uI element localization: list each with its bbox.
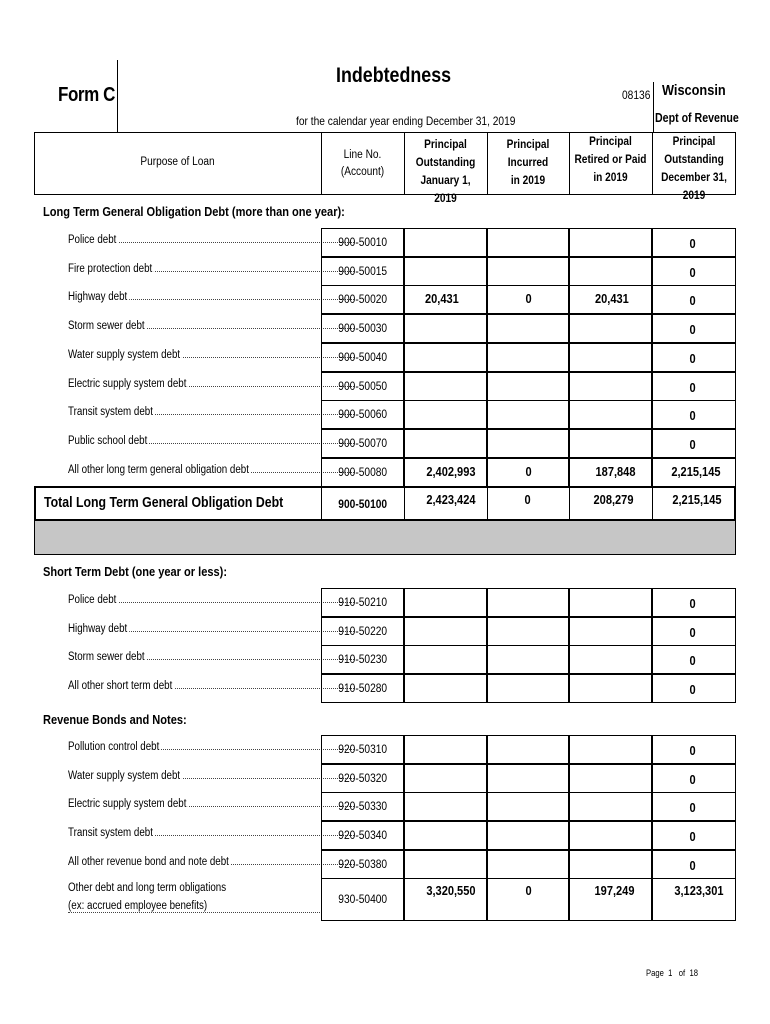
state-name: Wisconsin bbox=[662, 82, 726, 99]
line-number: 900-50015 bbox=[338, 263, 387, 278]
row-description-text: Public school debt bbox=[68, 434, 148, 447]
col-divider bbox=[487, 132, 488, 195]
line-number: 910-50220 bbox=[338, 623, 387, 638]
col4-cell[interactable] bbox=[652, 343, 736, 372]
col3-header-l1: Principal bbox=[589, 136, 632, 148]
other-line-cell bbox=[321, 878, 404, 921]
other-col4: 3,123,301 bbox=[674, 883, 724, 898]
col4-value: 2,215,145 bbox=[671, 463, 721, 479]
row-description-text: Pollution control debt bbox=[68, 741, 160, 753]
col4-cell[interactable] bbox=[652, 285, 736, 314]
other-desc-line2: (ex: accrued employee benefits) bbox=[68, 900, 208, 912]
table-row bbox=[34, 821, 736, 850]
line-number-cell bbox=[321, 735, 404, 764]
col4-value: 0 bbox=[689, 624, 696, 640]
row-description-text: Water supply system debt bbox=[68, 769, 181, 782]
row-description-text: All other short term debt bbox=[68, 680, 173, 693]
col3-cell[interactable] bbox=[569, 821, 652, 850]
line-number: 910-50230 bbox=[338, 652, 387, 667]
other-desc-line1: Other debt and long term obligations bbox=[68, 882, 227, 894]
other-desc-line2-wrap bbox=[68, 900, 320, 916]
col1-cell[interactable] bbox=[404, 372, 487, 401]
row-description-text: Transit system debt bbox=[68, 827, 153, 840]
other-debt-row bbox=[321, 878, 736, 921]
table-row bbox=[34, 735, 736, 764]
line-no-header bbox=[326, 147, 399, 181]
table-row bbox=[34, 850, 736, 879]
col4-cell[interactable] bbox=[652, 458, 736, 487]
col4-cell[interactable] bbox=[652, 228, 736, 257]
row-description bbox=[68, 435, 354, 447]
row-description bbox=[68, 680, 354, 692]
table-row bbox=[34, 764, 736, 793]
other-desc-leader bbox=[68, 912, 320, 913]
col1-cell[interactable] bbox=[404, 285, 487, 314]
line-number: 900-50010 bbox=[338, 235, 387, 249]
row-description-text: Transit system debt bbox=[68, 406, 153, 419]
col2-header-l1: Principal bbox=[506, 139, 550, 151]
col3-value: 20,431 bbox=[594, 291, 629, 307]
row-description bbox=[68, 827, 354, 839]
total-line-text: 900-50100 bbox=[338, 497, 387, 511]
table-row bbox=[34, 792, 736, 821]
section-long-term-heading: Long Term General Obligation Debt (more than one year): bbox=[43, 204, 345, 219]
col1-header bbox=[409, 136, 482, 208]
other-col3: 197,249 bbox=[594, 883, 635, 898]
col1-cell[interactable] bbox=[404, 228, 487, 257]
page-label: Page bbox=[646, 968, 664, 978]
other-line-number: 930-50400 bbox=[338, 892, 387, 906]
table-row bbox=[34, 228, 736, 257]
page-footer bbox=[646, 968, 698, 978]
line-number-cell bbox=[321, 400, 404, 429]
col2-header bbox=[492, 136, 564, 190]
col3-cell[interactable] bbox=[569, 400, 652, 429]
col4-value: 0 bbox=[689, 264, 696, 280]
col1-cell[interactable] bbox=[404, 821, 487, 850]
header-divider-right bbox=[653, 82, 654, 133]
total-col3: 208,279 bbox=[593, 492, 634, 507]
col1-cell[interactable] bbox=[404, 588, 487, 617]
row-description bbox=[68, 464, 354, 476]
col2-cell[interactable] bbox=[487, 372, 569, 401]
col3-header bbox=[574, 133, 647, 187]
col2-cell[interactable] bbox=[487, 617, 569, 646]
col2-cell[interactable] bbox=[487, 285, 569, 314]
total-col4: 2,215,145 bbox=[672, 492, 722, 507]
col4-cell[interactable] bbox=[652, 821, 736, 850]
line-number-cell bbox=[321, 588, 404, 617]
col4-value: 0 bbox=[689, 829, 696, 845]
row-description bbox=[68, 623, 354, 635]
col4-value: 0 bbox=[689, 322, 696, 338]
line-number: 900-50020 bbox=[338, 292, 387, 307]
col2-cell[interactable] bbox=[487, 850, 569, 879]
col4-value: 0 bbox=[689, 743, 696, 758]
col2-cell[interactable] bbox=[487, 674, 569, 703]
col4-value: 0 bbox=[689, 857, 696, 873]
line-number-cell bbox=[321, 257, 404, 286]
col1-cell[interactable] bbox=[404, 850, 487, 879]
col2-header-l3: in 2019 bbox=[510, 175, 546, 187]
department-name: Dept of Revenue bbox=[655, 111, 739, 125]
form-code: 08136 bbox=[622, 88, 651, 102]
page-total: 18 bbox=[689, 968, 698, 978]
col3-cell[interactable] bbox=[569, 429, 652, 458]
col4-header-l2: Outstanding bbox=[664, 154, 724, 166]
separator-band bbox=[34, 521, 736, 555]
line-number: 900-50080 bbox=[338, 464, 387, 479]
col3-header-l3: in 2019 bbox=[593, 172, 628, 184]
col3-cell[interactable] bbox=[569, 645, 652, 674]
col1-header-l2: Outstanding bbox=[415, 157, 476, 169]
col3-cell[interactable] bbox=[569, 314, 652, 343]
col1-cell[interactable] bbox=[404, 429, 487, 458]
line-number: 910-50280 bbox=[338, 681, 387, 696]
col1-header-l1: Principal bbox=[424, 139, 467, 151]
col-divider bbox=[404, 132, 405, 195]
row-description bbox=[68, 349, 354, 361]
col4-cell[interactable] bbox=[652, 764, 736, 793]
row-description-text: Electric supply system debt bbox=[68, 377, 187, 390]
col4-value: 0 bbox=[689, 596, 696, 611]
line-number-cell bbox=[321, 617, 404, 646]
row-description-text: Fire protection debt bbox=[68, 262, 153, 275]
col2-value: 0 bbox=[525, 463, 532, 479]
col4-cell[interactable] bbox=[652, 314, 736, 343]
table-row bbox=[34, 343, 736, 372]
col3-value: 187,848 bbox=[595, 463, 636, 479]
col3-cell[interactable] bbox=[569, 343, 652, 372]
row-description-text: Electric supply system debt bbox=[68, 798, 187, 811]
table-row bbox=[34, 285, 736, 314]
col4-cell[interactable] bbox=[652, 735, 736, 764]
line-number-cell bbox=[321, 645, 404, 674]
col4-value: 0 bbox=[689, 436, 696, 452]
page-title: Indebtedness bbox=[336, 64, 452, 87]
row-description bbox=[68, 651, 354, 663]
table-row bbox=[34, 674, 736, 703]
line-number: 900-50070 bbox=[338, 435, 387, 450]
page-of-label: of bbox=[678, 968, 686, 978]
col4-cell[interactable] bbox=[652, 792, 736, 821]
reporting-period: for the calendar year ending December 31, 2019 bbox=[296, 114, 516, 128]
col2-cell[interactable] bbox=[487, 429, 569, 458]
line-number: 920-50380 bbox=[338, 856, 387, 871]
line-number-cell bbox=[321, 372, 404, 401]
col2-cell[interactable] bbox=[487, 314, 569, 343]
col2-cell[interactable] bbox=[487, 228, 569, 257]
col2-cell[interactable] bbox=[487, 792, 569, 821]
line-number: 920-50330 bbox=[338, 799, 387, 814]
col2-cell[interactable] bbox=[487, 400, 569, 429]
line-number-cell bbox=[321, 429, 404, 458]
col1-cell[interactable] bbox=[404, 617, 487, 646]
col4-value: 0 bbox=[689, 771, 696, 787]
col4-value: 0 bbox=[689, 408, 696, 424]
col3-cell[interactable] bbox=[569, 257, 652, 286]
col4-value: 0 bbox=[689, 653, 696, 669]
line-number-cell bbox=[321, 764, 404, 793]
col1-cell[interactable] bbox=[404, 458, 487, 487]
col-divider bbox=[569, 132, 570, 195]
row-description bbox=[68, 856, 354, 868]
col4-header bbox=[657, 133, 731, 205]
row-description-text: Storm sewer debt bbox=[68, 320, 145, 333]
total-col1: 2,423,424 bbox=[426, 492, 476, 507]
col4-cell[interactable] bbox=[652, 372, 736, 401]
line-number-cell bbox=[321, 314, 404, 343]
total-col2: 0 bbox=[524, 492, 531, 507]
col3-cell[interactable] bbox=[569, 588, 652, 617]
line-number: 920-50340 bbox=[338, 828, 387, 843]
col4-value: 0 bbox=[689, 800, 696, 816]
row-description-text: Highway debt bbox=[68, 291, 128, 304]
col3-cell[interactable] bbox=[569, 674, 652, 703]
other-col1: 3,320,550 bbox=[426, 883, 476, 898]
col4-value: 0 bbox=[689, 293, 696, 309]
total-row bbox=[34, 486, 736, 521]
total-label: Total Long Term General Obligation Debt bbox=[44, 495, 284, 511]
line-no-header-l2: (Account) bbox=[340, 166, 385, 178]
row-description bbox=[68, 320, 354, 332]
col2-cell[interactable] bbox=[487, 343, 569, 372]
col3-cell[interactable] bbox=[569, 228, 652, 257]
col1-cell[interactable] bbox=[404, 674, 487, 703]
col3-cell[interactable] bbox=[569, 458, 652, 487]
table-row bbox=[34, 372, 736, 401]
col1-cell[interactable] bbox=[404, 314, 487, 343]
row-description bbox=[68, 291, 354, 303]
col4-value: 0 bbox=[689, 350, 696, 366]
col3-cell[interactable] bbox=[569, 372, 652, 401]
col2-header-l2: Incurred bbox=[507, 157, 549, 169]
col4-cell[interactable] bbox=[652, 429, 736, 458]
row-description-text: Highway debt bbox=[68, 622, 128, 635]
col3-cell[interactable] bbox=[569, 285, 652, 314]
row-description-text: All other long term general obligation debt bbox=[68, 463, 249, 476]
col3-cell[interactable] bbox=[569, 792, 652, 821]
page-number: 1 bbox=[668, 968, 673, 978]
purpose-header: Purpose of Loan bbox=[140, 156, 215, 168]
col3-header-l2: Retired or Paid bbox=[574, 154, 647, 166]
row-description-text: Police debt bbox=[68, 234, 117, 246]
col4-cell[interactable] bbox=[652, 850, 736, 879]
col1-cell[interactable] bbox=[404, 400, 487, 429]
line-number-cell bbox=[321, 458, 404, 487]
row-description bbox=[68, 378, 354, 390]
col4-value: 0 bbox=[689, 682, 696, 698]
line-number-cell bbox=[321, 285, 404, 314]
row-description-text: Storm sewer debt bbox=[68, 651, 145, 664]
row-description bbox=[68, 594, 354, 606]
line-number: 920-50310 bbox=[338, 742, 387, 756]
line-number-cell bbox=[321, 228, 404, 257]
line-number-cell bbox=[321, 343, 404, 372]
col2-cell[interactable] bbox=[487, 458, 569, 487]
row-description bbox=[68, 234, 354, 246]
col3-cell[interactable] bbox=[569, 850, 652, 879]
other-col2: 0 bbox=[525, 883, 532, 898]
col4-value: 0 bbox=[689, 236, 696, 251]
col1-cell[interactable] bbox=[404, 735, 487, 764]
col3-cell[interactable] bbox=[569, 617, 652, 646]
section-short-term-heading: Short Term Debt (one year or less): bbox=[43, 564, 228, 579]
row-description-text: Water supply system debt bbox=[68, 348, 181, 361]
col2-cell[interactable] bbox=[487, 821, 569, 850]
col4-cell[interactable] bbox=[652, 674, 736, 703]
col1-cell[interactable] bbox=[404, 645, 487, 674]
col-divider bbox=[321, 132, 322, 195]
col2-cell[interactable] bbox=[487, 645, 569, 674]
col1-cell[interactable] bbox=[404, 764, 487, 793]
table-row bbox=[34, 588, 736, 617]
section-revenue-heading: Revenue Bonds and Notes: bbox=[43, 712, 187, 727]
table-row bbox=[34, 429, 736, 458]
col2-cell[interactable] bbox=[487, 588, 569, 617]
col1-header-l3: January 1, 2019 bbox=[420, 175, 471, 205]
total-divider bbox=[487, 488, 488, 519]
col4-cell[interactable] bbox=[652, 617, 736, 646]
col4-cell[interactable] bbox=[652, 588, 736, 617]
table-row bbox=[34, 458, 736, 487]
col4-header-l1: Principal bbox=[672, 136, 716, 148]
total-line-number bbox=[321, 497, 404, 511]
table-row bbox=[34, 257, 736, 286]
col2-cell[interactable] bbox=[487, 257, 569, 286]
col3-cell[interactable] bbox=[569, 735, 652, 764]
line-number: 900-50060 bbox=[338, 407, 387, 422]
col4-value: 0 bbox=[689, 379, 696, 395]
table-row bbox=[34, 617, 736, 646]
col1-cell[interactable] bbox=[404, 792, 487, 821]
line-number: 920-50320 bbox=[338, 770, 387, 785]
line-number-cell bbox=[321, 850, 404, 879]
col1-cell[interactable] bbox=[404, 257, 487, 286]
col1-value: 20,431 bbox=[424, 291, 459, 307]
col1-value: 2,402,993 bbox=[426, 463, 476, 479]
row-description bbox=[68, 741, 354, 753]
header-divider-left bbox=[117, 60, 118, 133]
row-description bbox=[68, 406, 354, 418]
row-description bbox=[68, 770, 354, 782]
line-no-header-l1: Line No. bbox=[343, 149, 382, 161]
col1-cell[interactable] bbox=[404, 343, 487, 372]
line-number-cell bbox=[321, 792, 404, 821]
line-number: 910-50210 bbox=[338, 595, 387, 609]
col2-cell[interactable] bbox=[487, 735, 569, 764]
row-description-text: Police debt bbox=[68, 594, 117, 606]
line-number: 900-50030 bbox=[338, 321, 387, 336]
line-number-cell bbox=[321, 821, 404, 850]
col2-value: 0 bbox=[525, 291, 532, 307]
col4-cell[interactable] bbox=[652, 400, 736, 429]
col4-header-l3: December 31, 2019 bbox=[661, 172, 727, 202]
form-label: Form C bbox=[58, 84, 115, 106]
table-row bbox=[34, 645, 736, 674]
col4-cell[interactable] bbox=[652, 645, 736, 674]
line-number: 900-50050 bbox=[338, 378, 387, 393]
col-divider bbox=[652, 132, 653, 195]
row-description bbox=[68, 263, 354, 275]
col4-cell[interactable] bbox=[652, 257, 736, 286]
line-number: 900-50040 bbox=[338, 349, 387, 364]
total-divider bbox=[652, 488, 653, 519]
line-number-cell bbox=[321, 674, 404, 703]
table-row bbox=[34, 314, 736, 343]
table-row bbox=[34, 400, 736, 429]
total-divider bbox=[569, 488, 570, 519]
total-divider bbox=[404, 488, 405, 519]
col3-cell[interactable] bbox=[569, 764, 652, 793]
row-description bbox=[68, 798, 354, 810]
row-description-text: All other revenue bond and note debt bbox=[68, 855, 229, 868]
col2-cell[interactable] bbox=[487, 764, 569, 793]
